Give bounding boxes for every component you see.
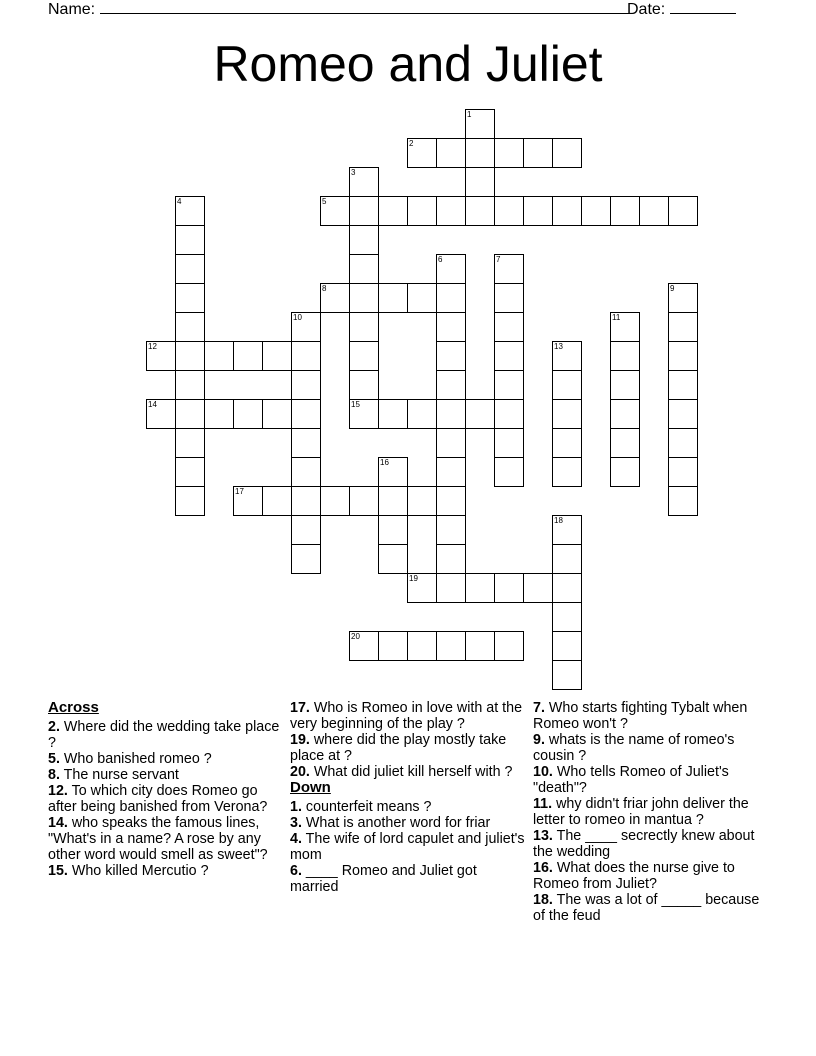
grid-cell[interactable] [291,399,321,429]
grid-cell[interactable] [349,341,379,371]
grid-cell[interactable] [349,225,379,255]
grid-cell[interactable] [233,399,263,429]
clue-item [48,783,284,815]
clue-item [48,719,284,751]
grid-cell[interactable] [175,225,205,255]
grid-cell[interactable] [349,312,379,342]
grid-cell[interactable] [494,254,524,284]
grid-cell[interactable] [552,341,582,371]
clue-item [290,700,526,732]
grid-cell[interactable] [668,341,698,371]
grid-cell[interactable] [349,399,379,429]
clue-item [290,863,526,895]
grid-cell[interactable] [610,196,640,226]
grid-cell[interactable] [436,399,466,429]
grid-cell[interactable] [668,370,698,400]
clue-text: To which city does Romeo go after being banished from Verona? [48,783,268,815]
clue-text: The ____ secrectly knew about the wedding [533,828,755,860]
grid-cell[interactable] [378,515,408,545]
grid-cell[interactable] [436,254,466,284]
clue-number: 5 [322,197,327,206]
clue-text: What does the nurse give to Romeo from Juliet? [533,860,735,892]
grid-cell[interactable] [552,196,582,226]
clue-item [533,796,769,828]
grid-cell[interactable] [610,428,640,458]
grid-cell[interactable] [436,283,466,313]
clue-number: 4 [177,197,182,206]
grid-cell[interactable] [465,109,495,139]
clue-column-2 [290,700,526,895]
clue-number-label: 15. [48,863,68,879]
grid-cell[interactable] [465,573,495,603]
grid-cell[interactable] [291,341,321,371]
clue-item [290,732,526,764]
clue-text: why didn't friar john deliver the letter to romeo in mantua ? [533,796,749,828]
clue-text: ____ Romeo and Juliet got married [290,863,477,895]
grid-cell[interactable] [668,486,698,516]
clue-number: 3 [351,168,356,177]
grid-cell[interactable] [581,196,611,226]
clue-number-label: 9. [533,732,545,748]
grid-cell[interactable] [349,196,379,226]
clue-number-label: 11. [533,796,553,812]
grid-cell[interactable] [291,312,321,342]
clue-number-label: 2. [48,719,60,735]
grid-cell[interactable] [378,399,408,429]
grid-cell[interactable] [291,428,321,458]
clue-item [533,764,769,796]
section-heading-down: Down [290,779,331,796]
clue-text: The wife of lord capulet and juliet's mom [290,831,525,863]
grid-cell[interactable] [407,196,437,226]
grid-cell[interactable] [436,631,466,661]
grid-cell[interactable] [436,312,466,342]
grid-cell[interactable] [146,399,176,429]
grid-cell[interactable] [175,196,205,226]
clue-number-label: 7. [533,700,545,716]
grid-cell[interactable] [494,341,524,371]
grid-cell[interactable] [407,283,437,313]
grid-cell[interactable] [552,631,582,661]
clue-number-label: 13. [533,828,553,844]
clue-text: Who starts fighting Tybalt when Romeo won't ? [533,700,748,732]
clue-text: where did the play mostly take place at ? [290,732,507,764]
grid-cell[interactable] [465,138,495,168]
grid-cell[interactable] [378,283,408,313]
grid-cell[interactable] [262,341,292,371]
clue-number-label: 16. [533,860,553,876]
grid-cell[interactable] [552,138,582,168]
clue-text: What is another word for friar [305,815,491,831]
clue-number: 1 [467,110,472,119]
grid-cell[interactable] [668,312,698,342]
clue-item [48,751,284,767]
grid-cell[interactable] [436,515,466,545]
grid-cell[interactable] [349,283,379,313]
grid-cell[interactable] [146,341,176,371]
clue-text: The nurse servant [63,767,179,783]
grid-cell[interactable] [552,370,582,400]
clue-item [533,700,769,732]
grid-cell[interactable] [291,370,321,400]
grid-cell[interactable] [494,428,524,458]
grid-cell[interactable] [291,486,321,516]
grid-cell[interactable] [523,196,553,226]
clue-number-label: 10. [533,764,553,780]
clue-text: Who tells Romeo of Juliet's "death"? [533,764,729,796]
grid-cell[interactable] [552,602,582,632]
grid-cell[interactable] [610,457,640,487]
clue-text: whats is the name of romeo's cousin ? [533,732,735,764]
clue-item [48,767,284,783]
clue-column-3 [533,700,769,924]
grid-cell[interactable] [610,312,640,342]
clue-item [290,799,526,815]
grid-cell[interactable] [175,457,205,487]
grid-cell[interactable] [349,167,379,197]
grid-cell[interactable] [436,457,466,487]
grid-cell[interactable] [552,428,582,458]
clue-text: Who killed Mercutio ? [71,863,209,879]
clue-item [533,860,769,892]
grid-cell[interactable] [378,631,408,661]
grid-cell[interactable] [291,515,321,545]
clue-text: who speaks the famous lines, "What's in a name? A rose by any other word would smell as sweet"? [48,815,268,863]
grid-cell[interactable] [436,573,466,603]
clue-text: What did juliet kill herself with ? [313,764,513,780]
grid-cell[interactable] [204,341,234,371]
grid-cell[interactable] [494,138,524,168]
grid-cell[interactable] [175,283,205,313]
grid-cell[interactable] [552,660,582,690]
grid-cell[interactable] [436,370,466,400]
grid-cell[interactable] [465,196,495,226]
grid-cell[interactable] [436,486,466,516]
grid-cell[interactable] [349,370,379,400]
clue-number: 19 [409,574,418,583]
grid-cell[interactable] [668,457,698,487]
clue-item [533,892,769,924]
clue-text: Where did the wedding take place ? [48,719,280,751]
clue-item [290,831,526,863]
grid-cell[interactable] [320,486,350,516]
grid-cell[interactable] [436,428,466,458]
grid-cell[interactable] [378,196,408,226]
section-heading-across: Across [48,699,99,716]
grid-cell[interactable] [494,573,524,603]
clue-item [290,764,526,780]
grid-cell[interactable] [610,399,640,429]
grid-cell[interactable] [552,573,582,603]
clue-item [48,815,284,863]
grid-cell[interactable] [668,283,698,313]
clue-number-label: 12. [48,783,68,799]
grid-cell[interactable] [378,457,408,487]
grid-cell[interactable] [523,138,553,168]
clue-number: 18 [554,516,563,525]
clue-text: Who banished romeo ? [63,751,212,767]
grid-cell[interactable] [175,312,205,342]
grid-cell[interactable] [175,254,205,284]
clue-number-label: 4. [290,831,302,847]
grid-cell[interactable] [407,138,437,168]
clue-number: 9 [670,284,675,293]
clue-number: 17 [235,487,244,496]
clue-item [290,815,526,831]
clue-number: 10 [293,313,302,322]
grid-cell[interactable] [610,370,640,400]
name-label: Name: [48,1,96,18]
grid-cell[interactable] [523,573,553,603]
grid-cell[interactable] [552,399,582,429]
grid-cell[interactable] [610,341,640,371]
clue-column-1 [48,700,284,879]
page-title: Romeo and Juliet [213,36,603,92]
grid-cell[interactable] [407,399,437,429]
grid-cell[interactable] [494,457,524,487]
date-label: Date: [627,1,666,18]
grid-cell[interactable] [204,399,234,429]
grid-cell[interactable] [494,312,524,342]
clue-number-label: 20. [290,764,310,780]
grid-cell[interactable] [407,486,437,516]
clue-item [533,828,769,860]
clue-number: 16 [380,458,389,467]
grid-cell[interactable] [175,399,205,429]
grid-cell[interactable] [320,196,350,226]
grid-cell[interactable] [349,486,379,516]
clue-item [48,863,284,879]
clue-number-label: 5. [48,751,60,767]
grid-cell[interactable] [233,341,263,371]
grid-cell[interactable] [494,370,524,400]
clue-number: 7 [496,255,501,264]
grid-cell[interactable] [175,428,205,458]
grid-cell[interactable] [494,196,524,226]
clue-number-label: 19. [290,732,310,748]
clue-number: 6 [438,255,443,264]
grid-cell[interactable] [436,341,466,371]
clue-text: counterfeit means ? [305,799,432,815]
grid-cell[interactable] [552,515,582,545]
clue-number-label: 1. [290,799,302,815]
clue-number-label: 6. [290,863,302,879]
clue-number: 20 [351,632,360,641]
clue-number-label: 3. [290,815,302,831]
grid-cell[interactable] [639,196,669,226]
grid-cell[interactable] [291,457,321,487]
grid-cell[interactable] [668,399,698,429]
clue-item [533,732,769,764]
clue-number: 2 [409,139,414,148]
clue-number: 14 [148,400,157,409]
grid-cell[interactable] [494,399,524,429]
grid-cell[interactable] [407,573,437,603]
grid-cell[interactable] [668,196,698,226]
grid-cell[interactable] [233,486,263,516]
grid-cell[interactable] [175,341,205,371]
grid-cell[interactable] [378,486,408,516]
grid-cell[interactable] [436,544,466,574]
grid-cell[interactable] [465,399,495,429]
grid-cell[interactable] [349,631,379,661]
grid-cell[interactable] [436,138,466,168]
grid-cell[interactable] [465,631,495,661]
clue-number-label: 18. [533,892,553,908]
grid-cell[interactable] [262,399,292,429]
grid-cell[interactable] [465,167,495,197]
grid-cell[interactable] [552,544,582,574]
grid-cell[interactable] [668,428,698,458]
clue-number: 12 [148,342,157,351]
grid-cell[interactable] [262,486,292,516]
grid-cell[interactable] [175,370,205,400]
clue-number: 15 [351,400,360,409]
grid-cell[interactable] [436,196,466,226]
clue-number: 13 [554,342,563,351]
clue-number: 11 [612,313,621,322]
grid-cell[interactable] [552,457,582,487]
clue-text: The was a lot of _____ because of the feud [533,892,760,924]
clue-number-label: 8. [48,767,60,783]
grid-cell[interactable] [378,544,408,574]
grid-cell[interactable] [175,486,205,516]
grid-cell[interactable] [349,254,379,284]
clue-number: 8 [322,284,327,293]
grid-cell[interactable] [291,544,321,574]
grid-cell[interactable] [407,631,437,661]
grid-cell[interactable] [494,631,524,661]
grid-cell[interactable] [320,283,350,313]
clue-text: Who is Romeo in love with at the very beginning of the play ? [290,700,523,732]
grid-cell[interactable] [494,283,524,313]
clue-number-label: 14. [48,815,68,831]
clue-number-label: 17. [290,700,310,716]
